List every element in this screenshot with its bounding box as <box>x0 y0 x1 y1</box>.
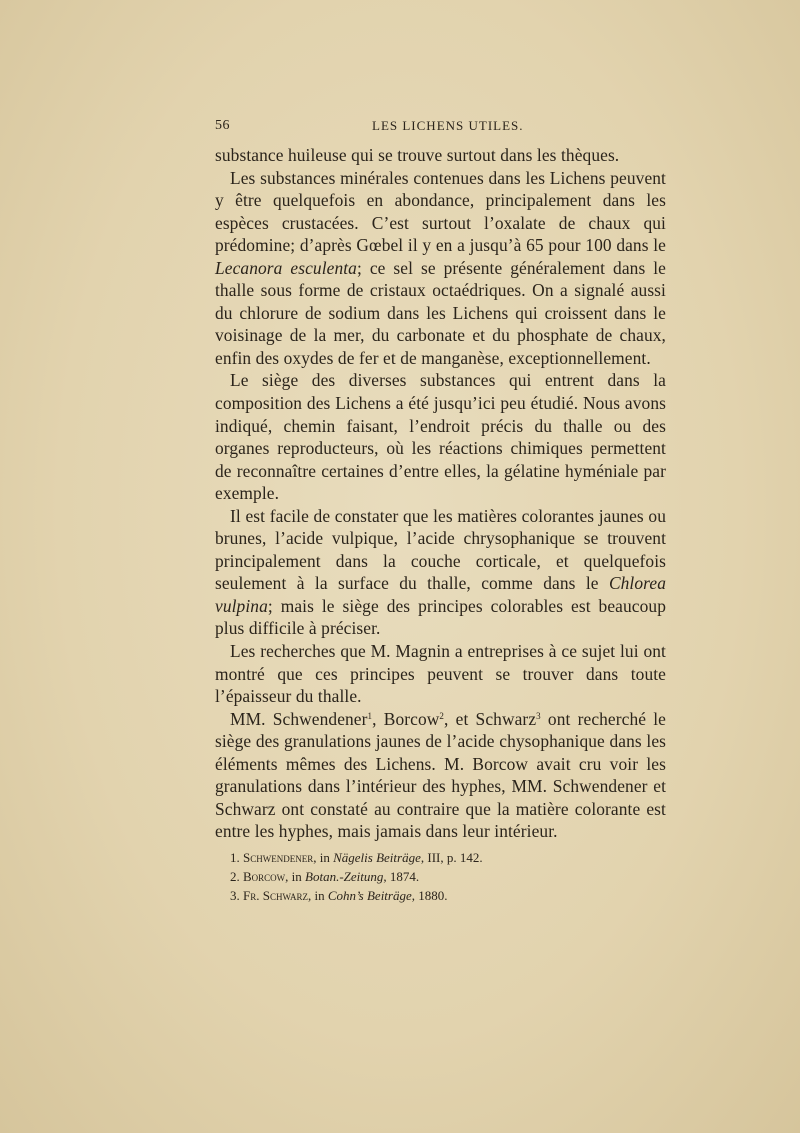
footnote-ref: 3 <box>536 710 541 721</box>
paragraph-text: Le siège des diverses substances qui entrent dans la composition des Lichens a été jusqu’ici peu étudié. Nous avons indiqué, chemin faisant, l’endroit précis du thalle ou des organes reproducteurs, où les réactions chimiques permettent de reconnaître certaines d’entre elles, la gélatine hyméniale par exemple. <box>215 370 666 504</box>
species-name: Lecanora esculenta <box>215 257 357 278</box>
footnote-author: Schwendener <box>243 850 314 865</box>
footnote-author: Borcow <box>243 869 286 884</box>
paragraph-text: ont recherché le siège des granulations jaunes de l’acide chysophanique dans les éléments mêmes des Lichens. M. Borcow avait cru voir les granulations dans l’intérieur des hyphes, MM. Schwendener et Schwarz ont constaté au contraire que la matière colorante est entre les hyphes, mais jamais dans leur intérieur. <box>215 708 666 842</box>
footnote-number: 3. <box>230 888 240 903</box>
paragraph-text: substance huileuse qui se trouve surtout dans les thèques. <box>215 145 620 165</box>
footnote-text: , 1874. <box>383 869 420 884</box>
footnote-text: , 1880. <box>411 888 448 903</box>
author-name: , et Schwarz <box>444 708 537 729</box>
body-text <box>215 144 666 843</box>
footnote-work: Cohn’s Beiträge <box>327 888 412 903</box>
paragraph-text: Les recherches que M. Magnin a entreprises à ce sujet lui ont montré que ces principes peuvent se trouver dans toute l’épaisseur du thalle. <box>215 641 666 707</box>
running-title: LES LICHENS UTILES. <box>372 118 524 133</box>
paragraph-composition <box>215 369 666 504</box>
footnote-work: Botan.-Zeitung <box>305 869 384 884</box>
footnote-2 <box>230 867 650 886</box>
author-name: , Borcow <box>372 708 440 729</box>
page-number: 56 <box>215 118 230 133</box>
paragraph-continuation <box>215 144 666 167</box>
footnote-author: Fr. Schwarz <box>243 888 308 903</box>
footnote-ref: 1 <box>367 710 373 721</box>
footnote-1 <box>230 848 650 867</box>
paragraph-mineral-substances <box>215 167 666 370</box>
page-header <box>215 118 665 140</box>
footnote-work: Nägelis Beiträge <box>333 850 421 865</box>
paragraph-text: Il est facile de constater que les matières colorantes jaunes ou brunes, l’acide vulpique, l’acide chrysophanique se trouvent principalement dans la couche corticale, et quelquefois seulement à la surface du thalle, comme dans le <box>215 505 666 594</box>
paragraph-magnin <box>215 640 666 708</box>
paragraph-coloring-matters <box>215 505 666 640</box>
footnote-text: , in <box>313 850 334 865</box>
footnotes <box>230 848 650 905</box>
footnote-text: , III, p. 142. <box>420 850 483 865</box>
paragraph-granulations <box>215 708 666 843</box>
paragraph-text: ; mais le siège des principes colorables est beaucoup plus difficile à préciser. <box>215 595 666 639</box>
footnote-ref: 2 <box>439 710 445 721</box>
footnote-text: , in <box>285 869 306 884</box>
footnote-text: , in <box>307 888 328 903</box>
paragraph-text: ; ce sel se présente généralement dans le thalle sous forme de cristaux octaédriques. On a signalé aussi du chlorure de sodium dans les Lichens qui croissent dans le voisinage de la mer, du carbonate et du phosphate de chaux, enfin des oxydes de fer et de manganèse, exceptionnellement. <box>215 257 666 368</box>
footnote-3 <box>230 886 650 905</box>
paragraph-text: Les substances minérales contenues dans les Lichens peuvent y être quelquefois en abondance, principalement dans les espèces crustacées. C’est surtout l’oxalate de chaux qui prédomine; d’après Gœbel il y en a jusqu’à 65 pour 100 dans le <box>215 167 666 256</box>
species-name: Chlorea vulpina <box>215 573 666 616</box>
author-name: MM. Schwendener <box>230 708 368 729</box>
footnote-number: 1. <box>230 850 240 865</box>
footnote-number: 2. <box>230 869 240 884</box>
